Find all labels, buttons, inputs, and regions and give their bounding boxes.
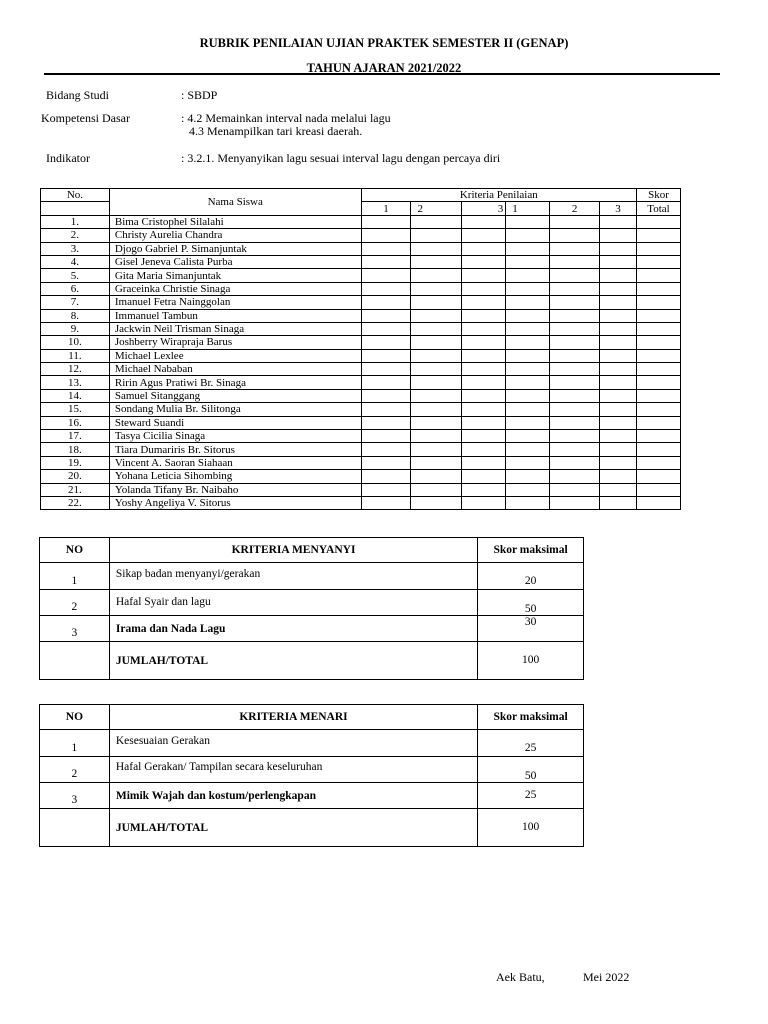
score-cell — [600, 470, 637, 483]
student-row — [41, 255, 681, 268]
score-cell — [411, 376, 462, 389]
score-cell — [506, 496, 550, 509]
student-row — [41, 269, 681, 282]
student-row — [41, 376, 681, 389]
student-number: 16. — [41, 416, 110, 429]
student-number: 17. — [41, 430, 110, 443]
score-cell — [361, 229, 411, 242]
total-score-cell — [637, 389, 681, 402]
score-cell — [361, 296, 411, 309]
score-cell — [550, 456, 600, 469]
score-cell — [550, 282, 600, 295]
menyanyi-col-no: NO — [40, 538, 110, 563]
total-score-cell — [637, 403, 681, 416]
score-cell — [550, 389, 600, 402]
score-cell — [600, 309, 637, 322]
score-cell — [600, 416, 637, 429]
score-cell — [361, 456, 411, 469]
score-cell — [411, 416, 462, 429]
student-number: 4. — [41, 255, 110, 268]
score-cell — [462, 403, 506, 416]
score-cell — [506, 443, 550, 456]
menyanyi-total-value: 100 — [478, 642, 584, 680]
score-cell — [506, 483, 550, 496]
student-name: Yolanda Tifany Br. Naibaho — [109, 483, 361, 496]
score-cell — [550, 430, 600, 443]
indikator-label: Indikator — [46, 151, 90, 165]
student-number: 10. — [41, 336, 110, 349]
student-name: Bima Cristophel Silalahi — [109, 215, 361, 228]
student-name: Steward Suandi — [109, 416, 361, 429]
menari-row-score: 50 — [478, 757, 584, 783]
score-cell — [506, 389, 550, 402]
score-cell — [462, 496, 506, 509]
score-cell — [462, 242, 506, 255]
score-cell — [506, 322, 550, 335]
score-cell — [462, 215, 506, 228]
score-cell — [550, 229, 600, 242]
score-cell — [411, 456, 462, 469]
total-score-cell — [637, 309, 681, 322]
score-cell — [361, 322, 411, 335]
score-cell — [600, 403, 637, 416]
score-cell — [600, 242, 637, 255]
student-name: Samuel Sitanggang — [109, 389, 361, 402]
score-cell — [462, 416, 506, 429]
score-cell — [550, 336, 600, 349]
total-score-cell — [637, 456, 681, 469]
kompetensi-label: Kompetensi Dasar — [41, 111, 130, 125]
score-cell — [411, 242, 462, 255]
score-cell — [411, 470, 462, 483]
student-number: 22. — [41, 496, 110, 509]
score-cell — [550, 483, 600, 496]
score-cell — [411, 403, 462, 416]
total-score-cell — [637, 255, 681, 268]
score-cell — [506, 349, 550, 362]
student-row — [41, 229, 681, 242]
student-number: 11. — [41, 349, 110, 362]
score-cell — [411, 349, 462, 362]
score-cell — [411, 336, 462, 349]
score-cell — [506, 255, 550, 268]
menyanyi-row-no: 2 — [40, 590, 110, 616]
score-cell — [600, 229, 637, 242]
menari-total-label: JUMLAH/TOTAL — [109, 809, 477, 847]
score-cell — [462, 229, 506, 242]
student-name: Gisel Jeneva Calista Purba — [109, 255, 361, 268]
score-cell — [506, 376, 550, 389]
score-cell — [462, 282, 506, 295]
student-number: 19. — [41, 456, 110, 469]
kompetensi-line2: 4.3 Menampilkan tari kreasi daerah. — [189, 124, 363, 138]
student-name: Ririn Agus Pratiwi Br. Sinaga — [109, 376, 361, 389]
student-number: 1. — [41, 215, 110, 228]
score-cell — [550, 496, 600, 509]
total-score-cell — [637, 416, 681, 429]
col-header-criteria: Kriteria Penilaian — [361, 189, 636, 202]
menyanyi-criteria-table — [39, 537, 584, 680]
student-row — [41, 389, 681, 402]
menari-row-score: 25 — [478, 730, 584, 757]
sub-col-5: 2 — [550, 202, 600, 215]
score-cell — [462, 296, 506, 309]
student-number: 2. — [41, 229, 110, 242]
score-cell — [361, 389, 411, 402]
score-cell — [600, 255, 637, 268]
score-cell — [462, 389, 506, 402]
total-score-cell — [637, 376, 681, 389]
score-cell — [550, 470, 600, 483]
score-cell — [411, 483, 462, 496]
student-row — [41, 496, 681, 509]
col-header-name: Nama Siswa — [109, 189, 361, 216]
score-cell — [411, 309, 462, 322]
student-name: Christy Aurelia Chandra — [109, 229, 361, 242]
score-cell — [361, 363, 411, 376]
total-score-cell — [637, 496, 681, 509]
score-cell — [600, 215, 637, 228]
score-cell — [550, 269, 600, 282]
score-cell — [411, 322, 462, 335]
score-cell — [506, 336, 550, 349]
student-row — [41, 363, 681, 376]
total-score-cell — [637, 443, 681, 456]
student-number: 18. — [41, 443, 110, 456]
score-cell — [361, 403, 411, 416]
score-cell — [550, 322, 600, 335]
score-cell — [506, 282, 550, 295]
total-score-cell — [637, 430, 681, 443]
score-cell — [550, 443, 600, 456]
document-title: RUBRIK PENILAIAN UJIAN PRAKTEK SEMESTER II (GENAP) — [199, 36, 569, 50]
total-score-cell — [637, 242, 681, 255]
score-cell — [462, 336, 506, 349]
score-cell — [600, 443, 637, 456]
student-number: 21. — [41, 483, 110, 496]
total-score-cell — [637, 363, 681, 376]
score-cell — [600, 430, 637, 443]
score-cell — [462, 376, 506, 389]
student-number: 14. — [41, 389, 110, 402]
score-cell — [462, 470, 506, 483]
student-row — [41, 242, 681, 255]
score-cell — [411, 296, 462, 309]
score-cell — [506, 403, 550, 416]
student-name: Immanuel Tambun — [109, 309, 361, 322]
total-score-cell — [637, 296, 681, 309]
score-cell — [361, 336, 411, 349]
score-cell — [462, 483, 506, 496]
score-cell — [506, 309, 550, 322]
menyanyi-col-criteria: KRITERIA MENYANYI — [109, 538, 477, 563]
menari-row-desc: Kesesuaian Gerakan — [109, 730, 477, 757]
score-cell — [506, 470, 550, 483]
score-cell — [361, 282, 411, 295]
student-name: Michael Nababan — [109, 363, 361, 376]
total-score-cell — [637, 282, 681, 295]
student-name: Tiara Dumariris Br. Sitorus — [109, 443, 361, 456]
score-cell — [361, 443, 411, 456]
student-name: Tasya Cicilia Sinaga — [109, 430, 361, 443]
score-cell — [550, 376, 600, 389]
sub-col-3: 3 — [462, 202, 506, 215]
menari-total-no-blank — [40, 809, 110, 847]
col-header-no: No. — [41, 189, 110, 202]
student-row — [41, 483, 681, 496]
score-cell — [506, 242, 550, 255]
menari-criteria-table — [39, 704, 584, 847]
menari-row-desc: Hafal Gerakan/ Tampilan secara keseluruhan — [109, 757, 477, 783]
kompetensi-line1: : 4.2 Memainkan interval nada melalui lagu — [181, 111, 391, 125]
score-cell — [462, 322, 506, 335]
score-cell — [361, 255, 411, 268]
menyanyi-row-desc: Irama dan Nada Lagu — [109, 616, 477, 642]
menari-row-no: 1 — [40, 730, 110, 757]
bidang-label: Bidang Studi — [46, 88, 110, 102]
student-name: Sondang Mulia Br. Silitonga — [109, 403, 361, 416]
score-cell — [506, 416, 550, 429]
score-cell — [411, 430, 462, 443]
student-number: 12. — [41, 363, 110, 376]
total-score-cell — [637, 483, 681, 496]
score-cell — [411, 229, 462, 242]
student-name: Vincent A. Saoran Siahaan — [109, 456, 361, 469]
menyanyi-total-label: JUMLAH/TOTAL — [109, 642, 477, 680]
score-cell — [600, 322, 637, 335]
score-cell — [506, 215, 550, 228]
student-row — [41, 322, 681, 335]
score-cell — [550, 296, 600, 309]
menyanyi-row-score: 20 — [478, 563, 584, 590]
score-cell — [361, 470, 411, 483]
score-cell — [506, 229, 550, 242]
score-cell — [411, 443, 462, 456]
total-score-cell — [637, 470, 681, 483]
menyanyi-row-no: 1 — [40, 563, 110, 590]
menari-col-no: NO — [40, 705, 110, 730]
score-cell — [411, 255, 462, 268]
col-header-score-line1: Skor — [637, 189, 681, 202]
score-cell — [600, 282, 637, 295]
sub-col-1: 1 — [361, 202, 411, 215]
menyanyi-col-max: Skor maksimal — [478, 538, 584, 563]
score-cell — [550, 215, 600, 228]
score-cell — [600, 349, 637, 362]
sub-col-4: 1 — [506, 202, 550, 215]
student-row — [41, 349, 681, 362]
score-cell — [550, 363, 600, 376]
score-cell — [506, 456, 550, 469]
student-row — [41, 470, 681, 483]
menari-col-criteria: KRITERIA MENARI — [109, 705, 477, 730]
score-cell — [411, 496, 462, 509]
menari-row-no: 2 — [40, 757, 110, 783]
menyanyi-row-desc: Sikap badan menyanyi/gerakan — [109, 563, 477, 590]
header-rule — [44, 73, 720, 75]
score-cell — [506, 363, 550, 376]
score-cell — [462, 255, 506, 268]
score-cell — [462, 349, 506, 362]
student-number: 15. — [41, 403, 110, 416]
score-cell — [600, 456, 637, 469]
menyanyi-total-no-blank — [40, 642, 110, 680]
score-cell — [462, 309, 506, 322]
student-number: 5. — [41, 269, 110, 282]
score-cell — [506, 296, 550, 309]
menyanyi-row-score: 50 — [478, 590, 584, 616]
student-name: Djogo Gabriel P. Simanjuntak — [109, 242, 361, 255]
student-row — [41, 403, 681, 416]
score-cell — [361, 416, 411, 429]
score-cell — [550, 403, 600, 416]
score-cell — [361, 496, 411, 509]
score-cell — [411, 282, 462, 295]
student-score-table — [40, 188, 681, 510]
score-cell — [361, 269, 411, 282]
score-cell — [411, 363, 462, 376]
indikator-value: : 3.2.1. Menyanyikan lagu sesuai interval lagu dengan percaya diri — [181, 151, 501, 165]
student-name: Gita Maria Simanjuntak — [109, 269, 361, 282]
score-cell — [506, 269, 550, 282]
menyanyi-row-desc: Hafal Syair dan lagu — [109, 590, 477, 616]
student-row — [41, 282, 681, 295]
student-row — [41, 456, 681, 469]
student-row — [41, 309, 681, 322]
total-score-cell — [637, 322, 681, 335]
student-number: 13. — [41, 376, 110, 389]
bidang-value: : SBDP — [181, 88, 218, 102]
student-row — [41, 296, 681, 309]
student-row — [41, 430, 681, 443]
student-name: Graceinka Christie Sinaga — [109, 282, 361, 295]
footer-date: Mei 2022 — [583, 970, 630, 984]
score-cell — [550, 255, 600, 268]
total-score-cell — [637, 215, 681, 228]
score-cell — [361, 242, 411, 255]
student-row — [41, 215, 681, 228]
menari-total-value: 100 — [478, 809, 584, 847]
student-number: 9. — [41, 322, 110, 335]
score-cell — [361, 309, 411, 322]
footer-place: Aek Batu, — [496, 970, 545, 984]
total-score-cell — [637, 349, 681, 362]
score-cell — [600, 269, 637, 282]
student-name: Yohana Leticia Sihombing — [109, 470, 361, 483]
score-cell — [600, 389, 637, 402]
student-name: Joshberry Wirapraja Barus — [109, 336, 361, 349]
score-cell — [411, 215, 462, 228]
student-name: Michael Lexlee — [109, 349, 361, 362]
score-cell — [361, 376, 411, 389]
score-cell — [462, 363, 506, 376]
student-number: 20. — [41, 470, 110, 483]
score-cell — [411, 269, 462, 282]
col-header-no-blank — [41, 202, 110, 215]
sub-col-6: 3 — [600, 202, 637, 215]
student-number: 7. — [41, 296, 110, 309]
student-row — [41, 443, 681, 456]
score-cell — [361, 430, 411, 443]
score-cell — [600, 376, 637, 389]
score-cell — [550, 416, 600, 429]
menari-row-score: 25 — [478, 783, 584, 809]
score-cell — [462, 430, 506, 443]
score-cell — [411, 389, 462, 402]
sub-col-2: 2 — [411, 202, 462, 215]
student-number: 3. — [41, 242, 110, 255]
student-number: 6. — [41, 282, 110, 295]
total-score-cell — [637, 229, 681, 242]
score-cell — [361, 483, 411, 496]
score-cell — [550, 242, 600, 255]
score-cell — [462, 269, 506, 282]
total-score-cell — [637, 336, 681, 349]
score-cell — [550, 309, 600, 322]
score-cell — [506, 430, 550, 443]
student-name: Imanuel Fetra Nainggolan — [109, 296, 361, 309]
student-row — [41, 336, 681, 349]
menari-col-max: Skor maksimal — [478, 705, 584, 730]
score-cell — [600, 296, 637, 309]
score-cell — [550, 349, 600, 362]
student-name: Yoshy Angeliya V. Sitorus — [109, 496, 361, 509]
score-cell — [462, 443, 506, 456]
student-number: 8. — [41, 309, 110, 322]
student-row — [41, 416, 681, 429]
menari-row-no: 3 — [40, 783, 110, 809]
score-cell — [361, 215, 411, 228]
score-cell — [600, 483, 637, 496]
score-cell — [462, 456, 506, 469]
score-cell — [600, 496, 637, 509]
col-header-score-line2: Total — [637, 202, 681, 215]
student-name: Jackwin Neil Trisman Sinaga — [109, 322, 361, 335]
menyanyi-row-no: 3 — [40, 616, 110, 642]
menyanyi-row-score: 30 — [478, 616, 584, 642]
score-cell — [600, 336, 637, 349]
academic-year-title: TAHUN AJARAN 2021/2022 — [306, 61, 462, 75]
menari-row-desc: Mimik Wajah dan kostum/perlengkapan — [109, 783, 477, 809]
total-score-cell — [637, 269, 681, 282]
score-cell — [600, 363, 637, 376]
score-cell — [361, 349, 411, 362]
